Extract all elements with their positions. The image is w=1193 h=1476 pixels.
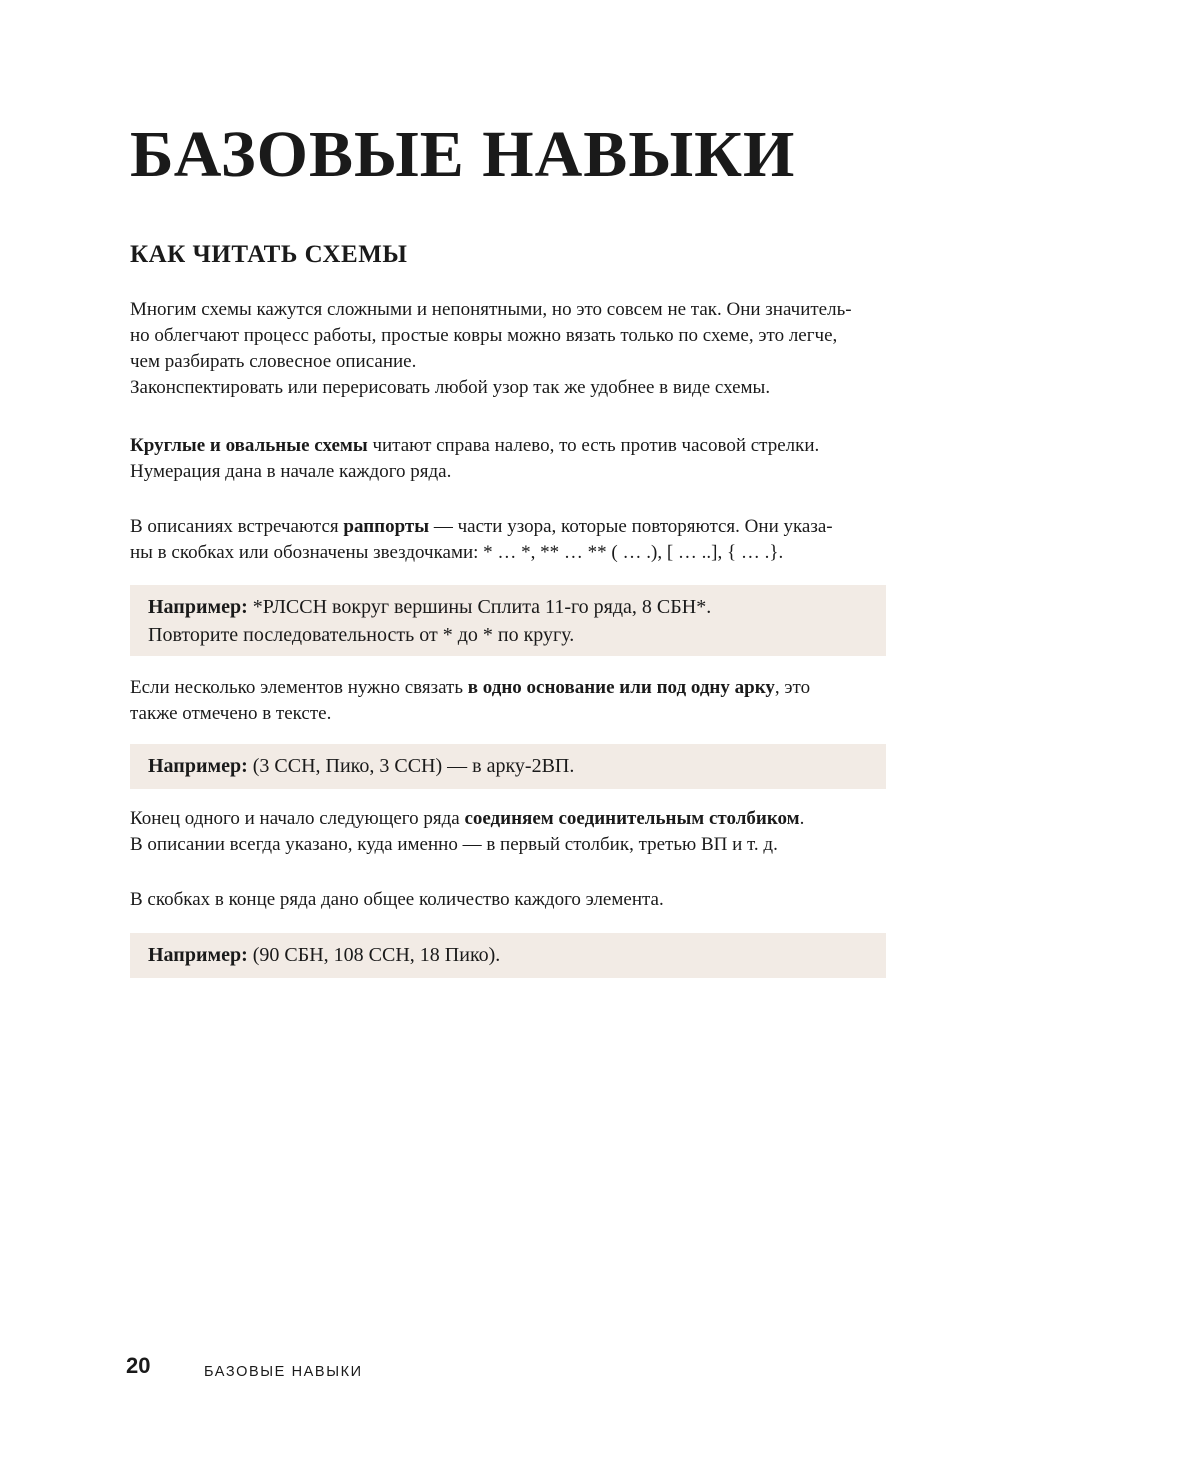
- rapport-line-2: ны в скобках или обозначены звездочками: * … *, ** … ** ( … .), [ … ..], { … .}.: [130, 542, 784, 563]
- example-2-label: Например:: [148, 755, 248, 777]
- connect-paragraph: [130, 806, 886, 858]
- join-paragraph: [130, 675, 886, 727]
- example-box-2: [130, 744, 886, 789]
- connect-line-2: В описании всегда указано, куда именно — в первый столбик, третью ВП и т. д.: [130, 834, 778, 855]
- intro-line-1: Многим схемы кажутся сложными и непонятными, но это совсем не так. Они значитель-: [130, 299, 852, 320]
- round-schemes-text: читают справа налево, то есть против часовой стрелки.: [367, 435, 820, 456]
- totals-paragraph: [130, 887, 886, 913]
- example-3-text: (90 СБН, 108 ССН, 18 Пико).: [247, 944, 501, 966]
- rapport-pre: В описаниях встречаются: [130, 516, 344, 537]
- example-box-3: [130, 933, 886, 978]
- example-3-label: Например:: [148, 944, 248, 966]
- example-1-line-2: Повторите последовательность от * до * по кругу.: [148, 624, 575, 646]
- connect-post: .: [799, 808, 805, 829]
- example-box-1: [130, 585, 886, 656]
- join-term: в одно основание или под одну арку: [467, 677, 775, 698]
- connect-pre: Конец одного и начало следующего ряда: [130, 808, 465, 829]
- page-number: 20: [126, 1353, 151, 1378]
- section-title: КАК ЧИТАТЬ СХЕМЫ: [130, 241, 408, 268]
- round-schemes-paragraph: [130, 433, 886, 485]
- intro-paragraph: [130, 297, 886, 401]
- join-line-2: также отмечено в тексте.: [130, 703, 332, 724]
- totals-line: В скобках в конце ряда дано общее количество каждого элемента.: [130, 889, 664, 910]
- running-title: БАЗОВЫЕ НАВЫКИ: [204, 1364, 363, 1380]
- rapport-paragraph: [130, 514, 886, 566]
- intro-line-4: Законспектировать или перерисовать любой узор так же удобнее в виде схемы.: [130, 377, 771, 398]
- round-schemes-term: Круглые и овальные схемы: [130, 435, 368, 456]
- connect-term: соединяем соединительным столбиком: [464, 808, 800, 829]
- chapter-title: БАЗОВЫЕ НАВЫКИ: [130, 118, 796, 191]
- intro-line-2: но облегчают процесс работы, простые ковры можно вязать только по схеме, это легче,: [130, 325, 838, 346]
- example-1-label: Например:: [148, 596, 248, 618]
- intro-line-3: чем разбирать словесное описание.: [130, 351, 417, 372]
- round-schemes-line-2: Нумерация дана в начале каждого ряда.: [130, 461, 452, 482]
- example-2-text: (3 ССН, Пико, 3 ССН) — в арку-2ВП.: [247, 755, 575, 777]
- rapport-term: раппорты: [343, 516, 430, 537]
- example-1-text: *РЛССН вокруг вершины Сплита 11-го ряда, 8 СБН*.: [247, 596, 712, 618]
- join-pre: Если несколько элементов нужно связать: [130, 677, 468, 698]
- join-post: , это: [774, 677, 811, 698]
- rapport-post: — части узора, которые повторяются. Они указа-: [429, 516, 833, 537]
